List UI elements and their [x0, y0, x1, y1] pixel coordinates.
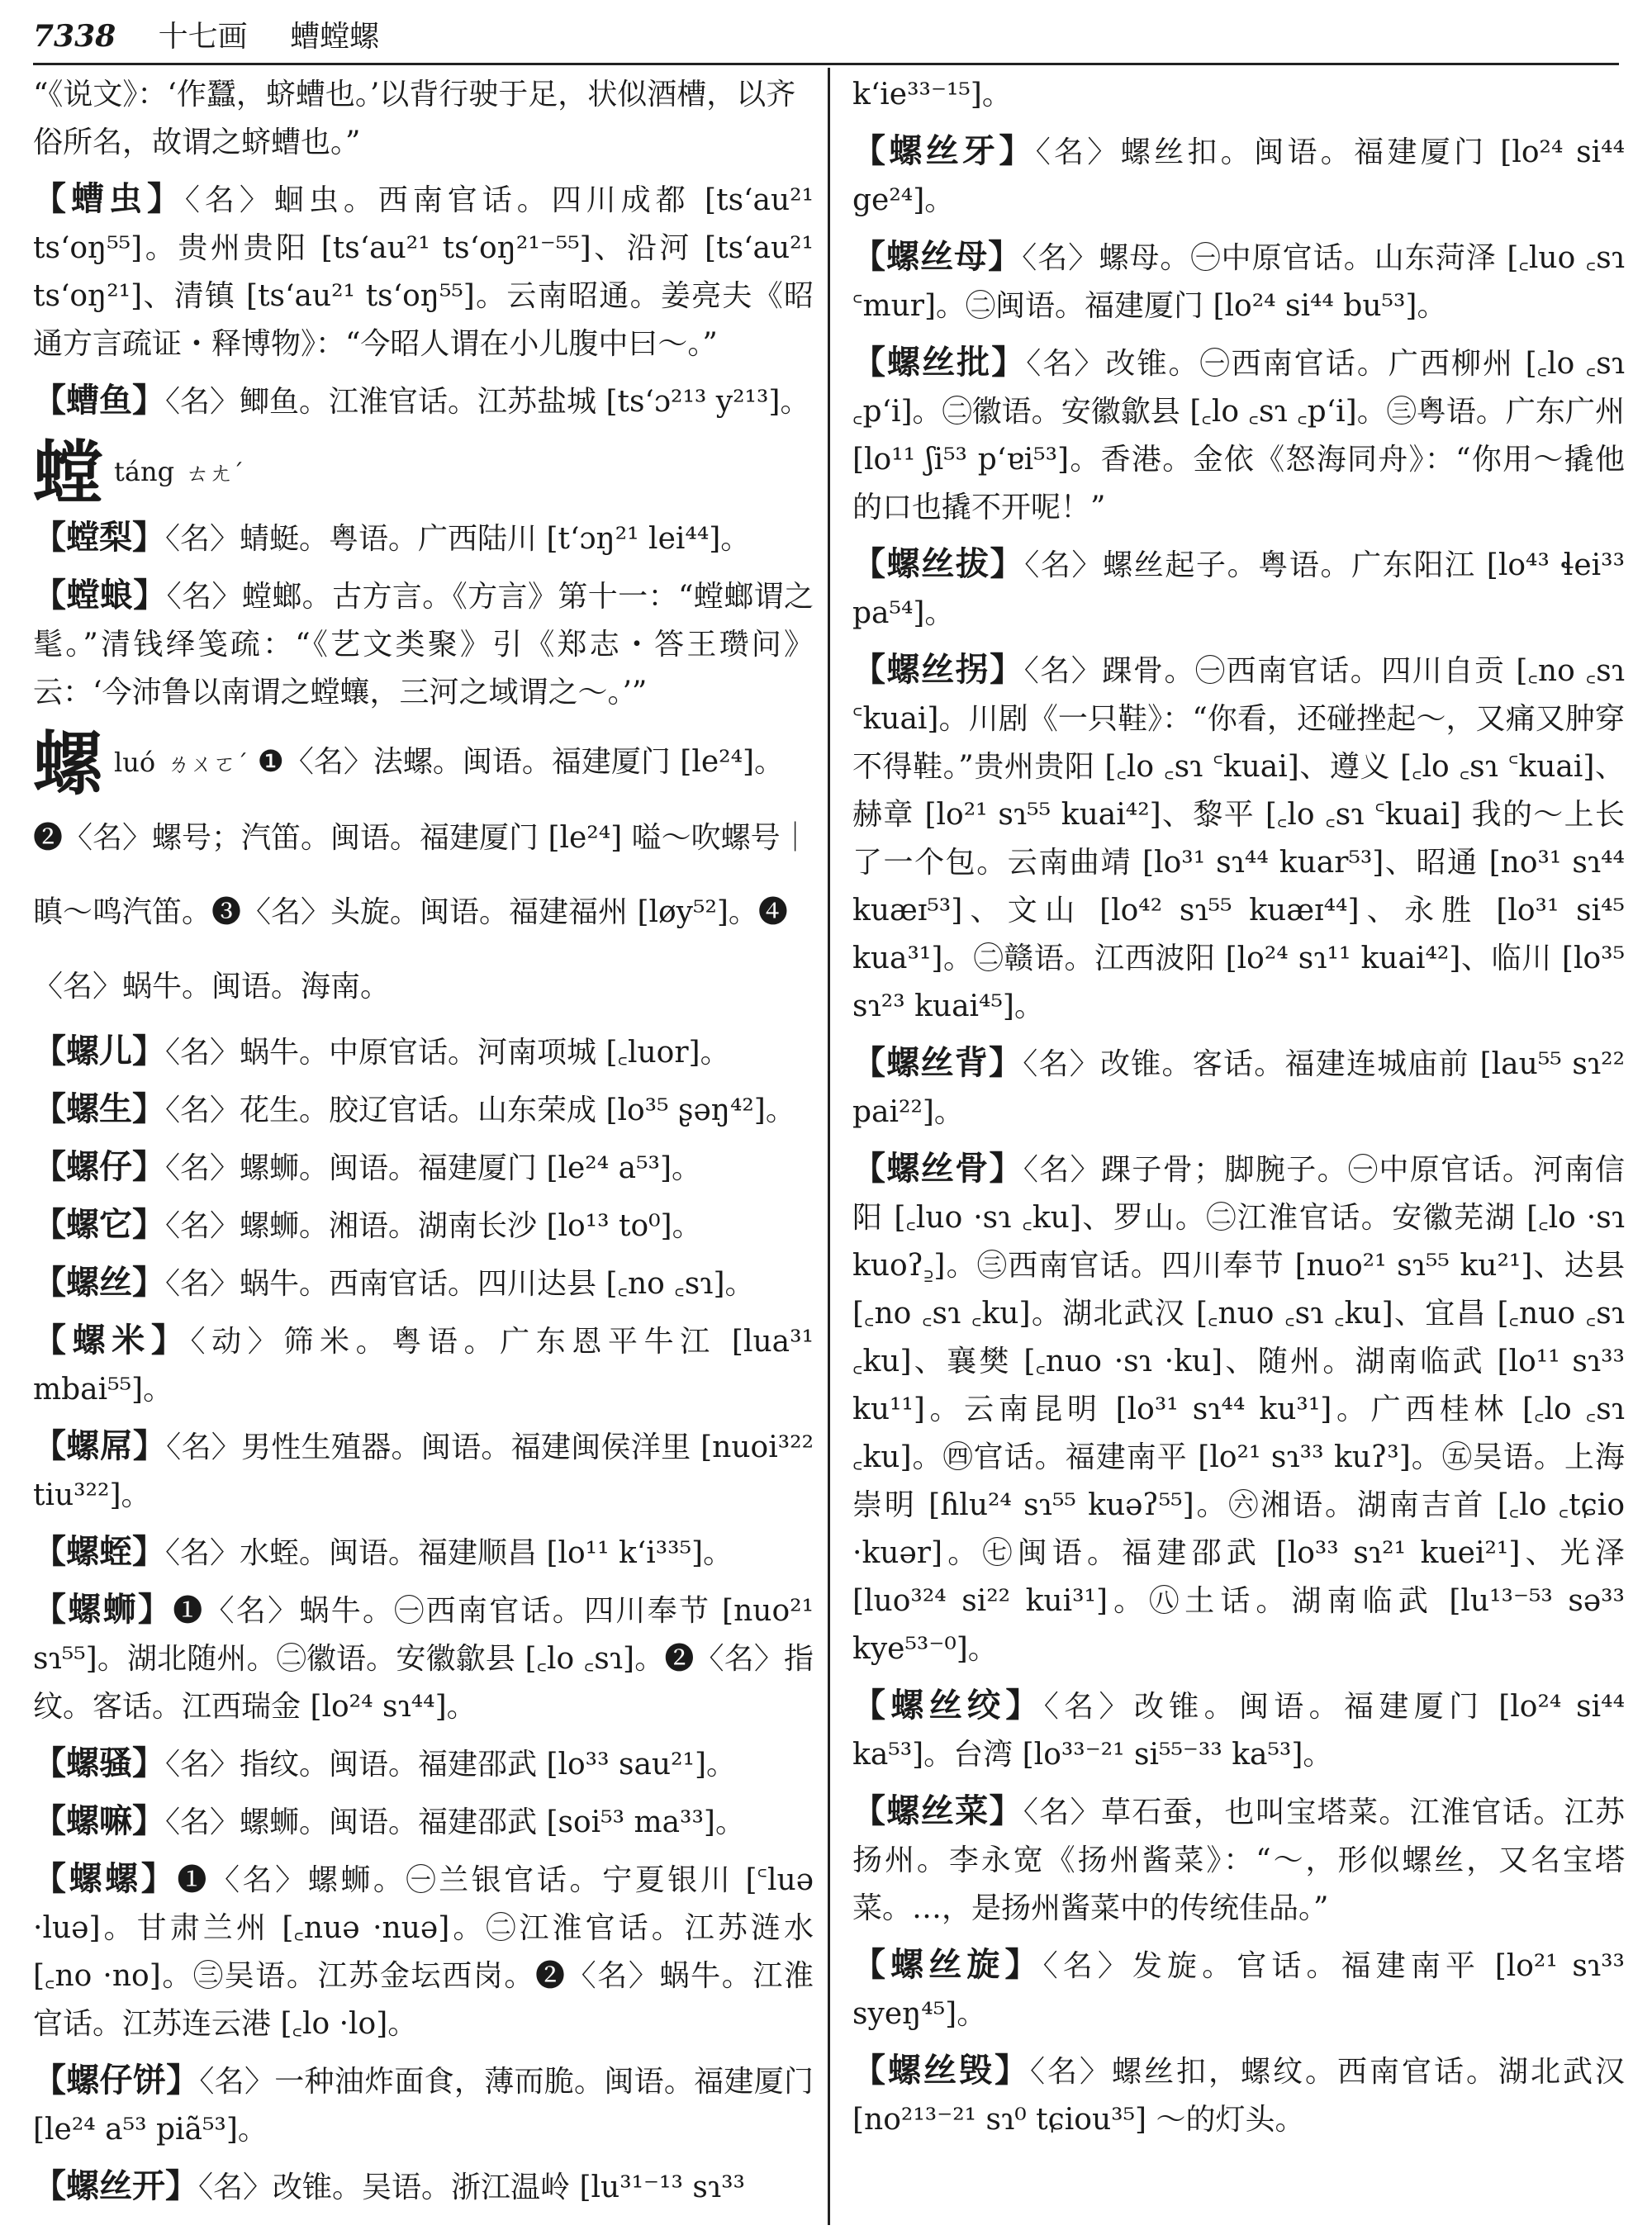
- entry-headword: 【螺丝拐】: [852, 650, 1024, 689]
- entry-headword: 【螺嘛】: [33, 1801, 165, 1840]
- entry-headword: 【螬虫】: [33, 179, 185, 218]
- entry-headword: 【螺蛭】: [33, 1532, 165, 1571]
- entry-headword: 【螺丝骨】: [852, 1149, 1023, 1188]
- entry-definition: ❶〈名〉法螺。闽语。福建厦门 [le²⁴]。❷〈名〉螺号；汽笛。闽语。福建厦门 [le²⁴] 嗌～吹螺号｜瞋～鸣汽笛。❸〈名〉头旋。闽语。福建福州 [løy⁵²]。❹〈名〉蜗牛。闽语。海南。: [33, 745, 810, 1004]
- entry-headword: 【螳梨】: [33, 518, 165, 557]
- dictionary-entry: [33, 1586, 814, 1731]
- head-character: 螺: [33, 723, 103, 804]
- entry-definition: 〈名〉改锥。㊀西南官话。广西柳州 [꜀lo ꜀sɿ ꜀p‘i]。㊁徽语。安徽歙县 [꜀lo ꜀sɿ ꜀p‘i]。㊂粤语。广东广州 [lo¹¹ ʃi⁵³ p‘ɐi⁵³]。香港。金依《怒海同舟》：“你用～撬他的口也撬不开呢！”: [852, 347, 1626, 524]
- head-character: 螳: [33, 432, 103, 514]
- dictionary-entry: [33, 1739, 814, 1789]
- entry-definition: 〈名〉螺蛳。闽语。福建厦门 [le²⁴ a⁵³]。: [165, 1151, 701, 1185]
- entry-definition: 〈名〉螳螂。古方言。《方言》第十一：“螳螂谓之髦。”清钱绎笺疏：“《艺文类聚》引《郑志・答王瓒问》云：‘今沛鲁以南谓之螳蠰，三河之域谓之～。’”: [33, 580, 814, 709]
- entry-definition: 〈名〉蜗牛。西南官话。四川达县 [꜀no ꜀sɿ]。: [165, 1267, 755, 1301]
- entry-headword: 【螺生】: [33, 1089, 165, 1128]
- entry-headword: 【螺蛳】: [33, 1590, 173, 1629]
- entry-definition: 〈名〉踝子骨；脚腕子。㊀中原官话。河南信阳 [꜀luo ·sɿ ꜀ku]、罗山。㊁江淮官话。安徽芜湖 [꜀lo ·sɿ kuoʔ꜇]。㊂西南官话。四川奉节 [nuo²¹ sɿ⁵⁵ ku²¹]、达县 [꜀no ꜀sɿ ꜀ku]。湖北武汉 [꜀nuo ꜀sɿ ꜀ku]、宜昌 [꜀nuo ꜀sɿ ꜀ku]、襄樊 [꜀nuo ·sɿ ·ku]、随州。湖南临武 [lo¹¹ sɿ³³ ku¹¹]。云南昆明 [lo³¹ sɿ⁴⁴ ku³¹]。广西桂林 [꜀lo ꜀sɿ ꜀ku]。㊃官话。福建南平 [lo²¹ sɿ³³ kuʔ³]。㊄吴语。上海崇明 [ɦlu²⁴ sɿ⁵⁵ kuəʔ⁵⁵]。㊅湘语。湖南吉首 [꜀lo ꜀tɕio ·kuər]。㊆闽语。福建邵武 [lo³³ sɿ²¹ kuei²¹]、光泽 [luo³²⁴ si²² kui³¹]。㊇土话。湖南临武 [lu¹³⁻⁵³ sə³³ kye⁵³⁻⁰]。: [852, 1153, 1625, 1666]
- entry-definition: 〈名〉发旋。官话。福建南平 [lo²¹ sɿ³³ syeŋ⁴⁵]。: [852, 1949, 1625, 2031]
- entry-definition: 〈名〉一种油炸面食，薄而脆。闽语。福建厦门 [le²⁴ a⁵³ piã⁵³]。: [33, 2065, 814, 2147]
- entry-definition: 〈名〉改锥。吴语。浙江温岭 [lu³¹⁻¹³ sɿ³³: [198, 2171, 745, 2204]
- dictionary-entry: [33, 1085, 814, 1135]
- dictionary-entry: [33, 1855, 814, 2048]
- page-number: 7338: [33, 19, 116, 54]
- entry-definition: 〈名〉指纹。闽语。福建邵武 [lo³³ sau²¹]。: [165, 1748, 737, 1782]
- entry-definition: 〈名〉螺蛳。湘语。湖南长沙 [lo¹³ to⁰]。: [165, 1209, 702, 1243]
- entry-headword: 【螺儿】: [33, 1032, 165, 1070]
- head-character-entry: [33, 432, 814, 514]
- entry-headword: 【螺丝批】: [852, 343, 1027, 382]
- entry-headword: 【螺丝】: [33, 1263, 165, 1302]
- entry-definition: 〈名〉男性生殖器。闽语。福建闽侯洋里 [nuoi³²² tiu³²²]。: [33, 1431, 814, 1512]
- entry-definition: 〈名〉蜻蜓。粤语。广西陆川 [t‘ɔŋ²¹ lei⁴⁴]。: [165, 522, 751, 556]
- dictionary-entry: [33, 1143, 814, 1193]
- left-column: [33, 71, 814, 2220]
- entry-headword: 【螺丝拔】: [852, 544, 1025, 583]
- head-character-entry: [33, 725, 814, 1024]
- entry-definition: 〈名〉蜗牛。中原官话。河南项城 [꜀luor]。: [165, 1036, 730, 1070]
- continued-text: k‘ie³³⁻¹⁵]。: [852, 78, 1012, 112]
- entry-definition: 〈名〉水蛭。闽语。福建顺昌 [lo¹¹ k‘i³³⁵]。: [165, 1536, 733, 1570]
- pinyin: táng: [114, 456, 175, 487]
- right-column: [852, 71, 1625, 2152]
- entry-definition: 〈名〉螺蛳。闽语。福建邵武 [soi⁵³ ma³³]。: [165, 1805, 745, 1839]
- entry-definition: 〈名〉草石蚕，也叫宝塔菜。江淮官话。江苏扬州。李永宽《扬州酱菜》：“～，形似螺丝，又名宝塔菜。…，是扬州酱菜中的传统佳品。”: [852, 1796, 1625, 1925]
- dictionary-entry: [33, 2162, 814, 2212]
- entry-headword: 【螺仔饼】: [33, 2061, 200, 2100]
- dictionary-entry: [852, 127, 1625, 225]
- entry-definition: 〈名〉改锥。客话。福建连城庙前 [lau⁵⁵ sɿ²² pai²²]。: [852, 1047, 1626, 1129]
- dictionary-entry: [33, 377, 814, 426]
- entry-headword: 【螺丝旋】: [852, 1945, 1043, 1984]
- entry-headword: 【螺屌】: [33, 1426, 167, 1465]
- dictionary-entry: [852, 2047, 1625, 2144]
- dictionary-entry: [33, 1528, 814, 1578]
- entry-definition: 〈动〉筛米。粤语。广东恩平牛江 [lua³¹ mbai⁵⁵]。: [33, 1325, 814, 1407]
- dictionary-entry: [852, 540, 1625, 638]
- entry-definition: 〈名〉螺丝扣，螺纹。西南官话。湖北武汉 [no²¹³⁻²¹ sɿ⁰ tɕiou³⁵] ～的灯头。: [852, 2055, 1625, 2137]
- dictionary-entry: [33, 514, 814, 563]
- entry-definition: 〈名〉鲫鱼。江淮官话。江苏盐城 [ts‘ɔ²¹³ y²¹³]。: [165, 385, 810, 419]
- dictionary-entry: [33, 175, 814, 368]
- column-divider: [828, 68, 830, 2225]
- dictionary-entry: [33, 2057, 814, 2154]
- dictionary-entry: [33, 1317, 814, 1414]
- zhuyin: ㄌㄨㄛˊ: [167, 750, 249, 777]
- entry-definition: 〈名〉花生。胶辽官话。山东荣成 [lo³⁵ ʂəŋ⁴²]。: [165, 1094, 795, 1127]
- entry-headword: 【螺丝毁】: [852, 2051, 1030, 2090]
- page-header: [33, 12, 1619, 61]
- continued-text: “《说文》：‘作蠶，蛴螬也。’以背行驶于足，状似酒槽，以齐俗所名，故谓之蛴螬也。”: [33, 78, 796, 159]
- entry-headword: 【螺丝牙】: [852, 131, 1036, 170]
- entry-headword: 【螺丝绞】: [852, 1686, 1044, 1725]
- dictionary-entry: [33, 1259, 814, 1308]
- dictionary-entry: [852, 339, 1625, 532]
- entry-headword: 【螺丝菜】: [852, 1791, 1023, 1830]
- dictionary-entry: [852, 646, 1625, 1031]
- entry-headword: 【螺它】: [33, 1205, 165, 1244]
- entry-headword: 【螺丝开】: [33, 2166, 198, 2205]
- stroke-count: 十七画: [158, 20, 248, 54]
- entry-headword: 【螺丝背】: [852, 1043, 1023, 1082]
- dictionary-entry: [852, 233, 1625, 330]
- pinyin: luó: [114, 747, 156, 778]
- entry-headword: 【螺仔】: [33, 1147, 165, 1186]
- header-characters: 螬螳螺: [290, 20, 380, 54]
- entry-headword: 【螺骚】: [33, 1744, 165, 1782]
- dictionary-entry: [852, 1145, 1625, 1673]
- dictionary-entry: [852, 1787, 1625, 1933]
- dictionary-entry: [33, 572, 814, 717]
- dictionary-entry: [852, 1682, 1625, 1779]
- dictionary-entry: [33, 1422, 814, 1520]
- dictionary-entry: [852, 1039, 1625, 1136]
- entry-definition: 〈名〉蛔虫。西南官话。四川成都 [ts‘au²¹ ts‘oŋ⁵⁵]。贵州贵阳 [ts‘au²¹ ts‘oŋ²¹⁻⁵⁵]、沿河 [ts‘au²¹ ts‘oŋ²¹]、清镇 [ts‘au²¹ ts‘oŋ⁵⁵]。云南昭通。姜亮夫《昭通方言疏证・释博物》：“今昭人谓在小儿腹中曰～。”: [33, 183, 814, 361]
- entry-headword: 【螺丝母】: [852, 237, 1023, 276]
- dictionary-entry: [33, 1201, 814, 1250]
- header-rule: [33, 63, 1619, 65]
- entry-definition: 〈名〉螺丝扣。闽语。福建厦门 [lo²⁴ si⁴⁴ ge²⁴]。: [852, 135, 1626, 217]
- entry-definition: ❶〈名〉螺蛳。㊀兰银官话。宁夏银川 [꜂luə ·luə]。甘肃兰州 [꜀nuə ·nuə]。㊁江淮官话。江苏涟水 [꜀no ·no]。㊂吴语。江苏金坛西岗。❷〈名〉蜗牛。江淮官话。江苏连云港 [꜀lo ·lo]。: [33, 1863, 814, 2041]
- entry-headword: 【螺米】: [33, 1321, 191, 1359]
- entry-definition: 〈名〉改锥。闽语。福建厦门 [lo²⁴ si⁴⁴ ka⁵³]。台湾 [lo³³⁻²¹ si⁵⁵⁻³³ ka⁵³]。: [852, 1690, 1625, 1772]
- entry-definition: ❶〈名〉蜗牛。㊀西南官话。四川奉节 [nuo²¹ sɿ⁵⁵]。湖北随州。㊁徽语。安徽歙县 [꜀lo ꜀sɿ]。❷〈名〉指纹。客话。江西瑞金 [lo²⁴ sɿ⁴⁴]。: [33, 1594, 814, 1724]
- entry-definition: 〈名〉踝骨。㊀西南官话。四川自贡 [꜀no ꜀sɿ ꜂kuai]。川剧《一只鞋》：“你看，还碰挫起～，又痛又肿穿不得鞋。”贵州贵阳 [꜀lo ꜀sɿ ꜂kuai]、遵义 [꜀lo ꜀sɿ ꜂kuai]、赫章 [lo²¹ sɿ⁵⁵ kuai⁴²]、黎平 [꜀lo ꜀sɿ ꜂kuai] 我的～上长了一个包。云南曲靖 [lo³¹ sɿ⁴⁴ kuar⁵³]、昭通 [no³¹ sɿ⁴⁴ kuæɪ⁵³]、文山 [lo⁴² sɿ⁵⁵ kuæɪ⁴⁴]、永胜 [lo³¹ si⁴⁵ kua³¹]。㊁赣语。江西波阳 [lo²⁴ sɿ¹¹ kuai⁴²]、临川 [lo³⁵ sɿ²³ kuai⁴⁵]。: [852, 654, 1626, 1023]
- dictionary-entry: [852, 1941, 1625, 2038]
- entry-definition: 〈名〉螺母。㊀中原官话。山东菏泽 [꜀luo ꜀sɿ ꜂mur]。㊁闽语。福建厦门 [lo²⁴ si⁴⁴ bu⁵³]。: [852, 241, 1625, 323]
- zhuyin: ㄊㄤˊ: [186, 459, 244, 486]
- entry-definition: 〈名〉螺丝起子。粤语。广东阳江 [lo⁴³ ɬei³³ pa⁵⁴]。: [852, 548, 1626, 630]
- dictionary-entry: [33, 1027, 814, 1077]
- dictionary-entry: [33, 1797, 814, 1847]
- entry-headword: 【螳蜋】: [33, 576, 167, 614]
- entry-headword: 【螺螺】: [33, 1859, 178, 1898]
- entry-headword: 【螬鱼】: [33, 381, 165, 420]
